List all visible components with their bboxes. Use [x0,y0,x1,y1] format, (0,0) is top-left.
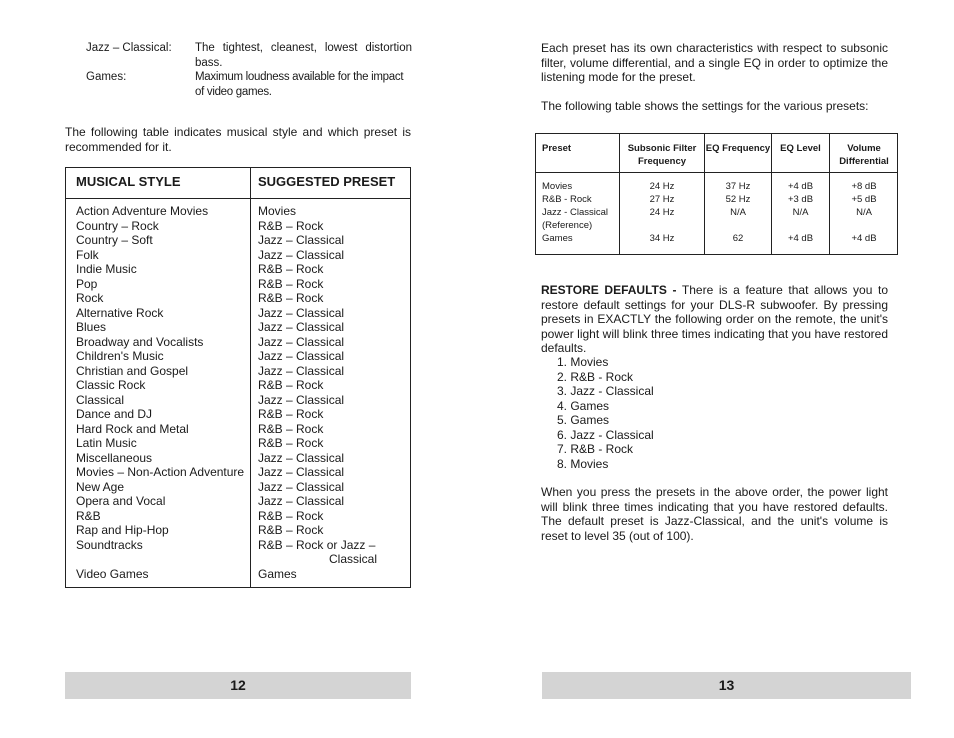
eq-level-header: EQ Level [780,143,821,154]
preset-cell: R&B – Rock [258,378,324,392]
subsonic-value: 24 Hz [649,207,675,218]
preset-cell: Jazz – Classical [258,479,345,494]
style-cell: Soundtracks [76,537,143,552]
volume-header [830,142,898,168]
style-cell: Classical [76,392,125,407]
preset-settings-table [535,133,898,255]
style-cell: Pop [76,276,98,291]
style-cell: Folk [76,247,99,262]
preset-cell: Jazz – Classical [258,450,345,465]
preset-cell: Jazz – Classical [258,233,345,247]
preset-value: (Reference) [542,220,593,231]
preset-cell: R&B – Rock [258,407,324,421]
volume-value [830,219,898,232]
preset-column [542,180,608,245]
style-cell: Action Adventure Movies [76,204,209,218]
preset-header: Preset [542,143,572,154]
preset-cell: Jazz – Classical [258,465,345,479]
eq-frequency-column [705,180,771,245]
preset-value: R&B - Rock [542,194,592,205]
restore-step: 2. R&B - Rock [557,369,634,384]
style-cell: Broadway and Vocalists [76,334,204,349]
preset-cell: Jazz – Classical [258,494,345,508]
style-cell: Country – Soft [76,233,153,247]
restore-defaults-text: There is a feature that allows you to restore default settings for your DLS-R subwoofer. By pressing presets in EXACTLY the following order on the remote, the unit's power light will blink three times indicating that you have restored defaults. [541,283,889,355]
eq-frequency-value [705,219,771,232]
preset-cell: R&B – Rock [258,291,324,305]
volume-value: +5 dB [851,194,877,205]
preset-cell: R&B – Rock [258,276,324,291]
style-cell: Rock [76,291,104,305]
restore-step: 1. Movies [557,355,609,369]
style-table-intro: The following table indicates musical style and which preset is recommended for it. [65,125,411,154]
subsonic-header [620,142,704,168]
style-cell: New Age [76,479,125,494]
style-cell: Miscellaneous [76,450,153,465]
preset-cell: Jazz – Classical [258,305,345,320]
eq-level-value: +3 dB [787,194,814,205]
style-cell: Classic Rock [76,378,146,392]
style-cell: Hard Rock and Metal [76,421,189,436]
volume-value: +8 dB [851,181,877,192]
preset-cell-continued: Classical [329,552,378,566]
presets-intro: Each preset has its own characteristics with respect to subsonic filter, volume differential, and a single EQ in order to optimize the listening mode for the preset. [541,41,888,84]
preset-cell: Jazz – Classical [258,247,345,262]
subsonic-header-line1: Subsonic Filter [627,143,697,154]
preset-value: Jazz - Classical [542,207,608,218]
style-cell: Latin Music [76,436,137,450]
preset-value: Movies [542,181,573,192]
volume-value: N/A [856,207,872,218]
description-row [86,70,412,99]
restore-steps-list [557,355,654,471]
preset-cell: Jazz – Classical [258,320,345,334]
eq-level-value: N/A [792,207,809,218]
suggested-preset-column [258,204,377,581]
description-term: Jazz – Classical: [86,42,172,54]
musical-style-header: MUSICAL STYLE [76,174,181,189]
volume-value: +4 dB [851,233,877,244]
subsonic-column [620,180,704,245]
musical-style-column [76,204,244,581]
preset-cell: Movies [258,204,297,218]
eq-frequency-value: 37 Hz [725,181,751,192]
eq-level-column [772,180,829,245]
closing-paragraph: When you press the presets in the above order, the power light will blink three times indicating that you have restored defaults. The default preset is Jazz-Classical, and the unit's volume is reset to level 35 (out of 100). [541,485,888,543]
volume-column [830,180,898,245]
preset-cell: Jazz – Classical [258,334,345,349]
restore-step: 3. Jazz - Classical [557,384,654,398]
style-cell: Country – Rock [76,218,159,233]
subsonic-value: 27 Hz [649,194,675,205]
preset-cell: R&B – Rock [258,262,324,276]
style-cell: Children's Music [76,349,164,363]
style-cell: Indie Music [76,262,137,276]
description-row [86,41,412,70]
subsonic-header-line2: Frequency [637,156,687,167]
style-cell: Video Games [76,566,149,581]
style-cell: Movies – Non-Action Adventure [76,465,245,479]
preset-value: Games [542,233,573,244]
style-cell: Blues [76,320,107,334]
settings-table-intro: The following table shows the settings for the various presets: [541,99,869,113]
eq-frequency-value: 62 [732,233,744,244]
eq-level-value: +4 dB [787,233,814,244]
restore-step: 7. R&B - Rock [557,442,634,456]
subsonic-value: 34 Hz [649,233,675,244]
style-cell: Dance and DJ [76,407,153,421]
style-cell: Rap and Hip-Hop [76,523,169,537]
restore-step: 6. Jazz - Classical [557,427,654,442]
volume-header-line1: Volume [847,143,881,154]
suggested-preset-header: SUGGESTED PRESET [258,174,396,189]
restore-step: 8. Movies [557,456,609,471]
eq-frequency-value: N/A [730,207,746,218]
eq-frequency-header: EQ Frequency [705,143,771,154]
preset-cell: R&B – Rock [258,436,324,450]
restore-defaults-paragraph [541,283,888,356]
restore-step: 5. Games [557,413,610,427]
description-term: Games: [86,71,127,83]
style-cell: Christian and Gospel [76,363,189,378]
style-cell: Alternative Rock [76,305,164,320]
volume-header-line2: Differential [839,156,889,167]
restore-defaults-title: RESTORE DEFAULTS - [541,283,677,297]
style-cell: R&B [76,508,101,523]
description-text: Maximum loudness available for the impact of video games. [195,71,404,98]
eq-level-value [772,219,829,232]
page-number-12: 12 [65,672,411,699]
preset-cell: R&B – Rock [258,523,324,537]
preset-cell: R&B – Rock [258,218,324,233]
restore-step: 4. Games [557,398,610,413]
subsonic-value: 24 Hz [649,181,675,192]
preset-cell: R&B – Rock or Jazz – [258,537,376,552]
preset-cell: Jazz – Classical [258,363,345,378]
eq-frequency-value: 52 Hz [725,194,751,205]
style-cell-spacer [76,552,244,567]
preset-cell: Games [258,566,297,581]
preset-cell: Jazz – Classical [258,392,345,407]
preset-descriptions [86,41,412,99]
page-number-13: 13 [542,672,911,699]
subsonic-value [620,219,704,232]
description-text: The tightest, cleanest, lowest distortion bass. [195,42,412,69]
eq-level-value: +4 dB [787,181,814,192]
preset-cell: Jazz – Classical [258,349,345,363]
preset-cell: R&B – Rock [258,508,324,523]
musical-style-table [65,167,411,588]
preset-cell: R&B – Rock [258,421,324,436]
style-cell: Opera and Vocal [76,494,166,508]
